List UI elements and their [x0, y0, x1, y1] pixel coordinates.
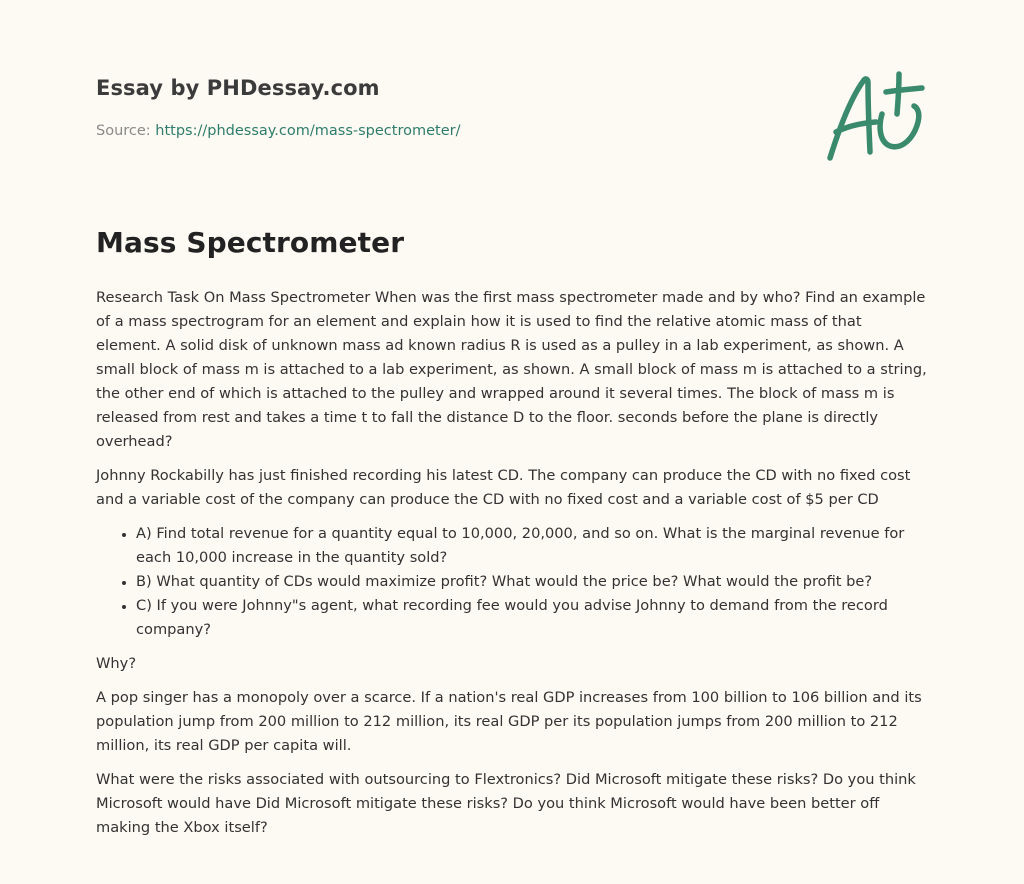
brand-title: Essay by PHDessay.com	[96, 76, 380, 100]
paragraph: Why?	[96, 655, 137, 672]
source-line	[96, 123, 460, 139]
a-plus-logo-icon	[822, 66, 932, 166]
list-item: • B) What quantity of CDs would maximize profit? What would the price be? What would the profit be?	[136, 570, 928, 594]
source-link[interactable]: https://phdessay.com/mass-spectrometer/	[155, 123, 461, 139]
question-list	[96, 522, 928, 642]
essay-body	[96, 286, 928, 850]
paragraph: Johnny Rockabilly has just finished recording his latest CD. The company can produce the CD with no fixed cost and a variable cost of the company can produce the CD with no fixed cost and a variable cost of $5 per CD	[96, 467, 911, 508]
paragraph: Research Task On Mass Spectrometer When was the first mass spectrometer made and by who? Find an example of a mass spectrogram for an element and explain how it is used to find the relative atomic mass of that element. A solid disk of unknown mass ad known radius R is used as a pulley in a lab experiment, as shown. A small block of mass m is attached to a lab experiment, as shown. A small block of mass m is attached to a string, the other end of which is attached to the pulley and wrapped around it several times. The block of mass m is released from rest and takes a time t to fall the distance D to the floor. seconds before the plane is directly overhead?	[96, 289, 927, 450]
page-title: Mass Spectrometer	[96, 226, 405, 259]
paragraph: What were the risks associated with outsourcing to Flextronics? Did Microsoft mitigate these risks? Do you think Microsoft would have Did Microsoft mitigate these risks? Do you think Microsoft would have been better off making the Xbox itself?	[96, 771, 916, 836]
list-item: • A) Find total revenue for a quantity equal to 10,000, 20,000, and so on. What is the marginal revenue for each 10,000 increase in the quantity sold?	[136, 522, 928, 570]
paragraph: A pop singer has a monopoly over a scarce. If a nation's real GDP increases from 100 billion to 106 billion and its population jump from 200 million to 212 million, its real GDP per its population jumps from 200 million to 212 million, its real GDP per capita will.	[96, 689, 922, 754]
source-label: Source:	[96, 123, 156, 139]
list-item: • C) If you were Johnny"s agent, what recording fee would you advise Johnny to demand from the record company?	[136, 594, 928, 642]
